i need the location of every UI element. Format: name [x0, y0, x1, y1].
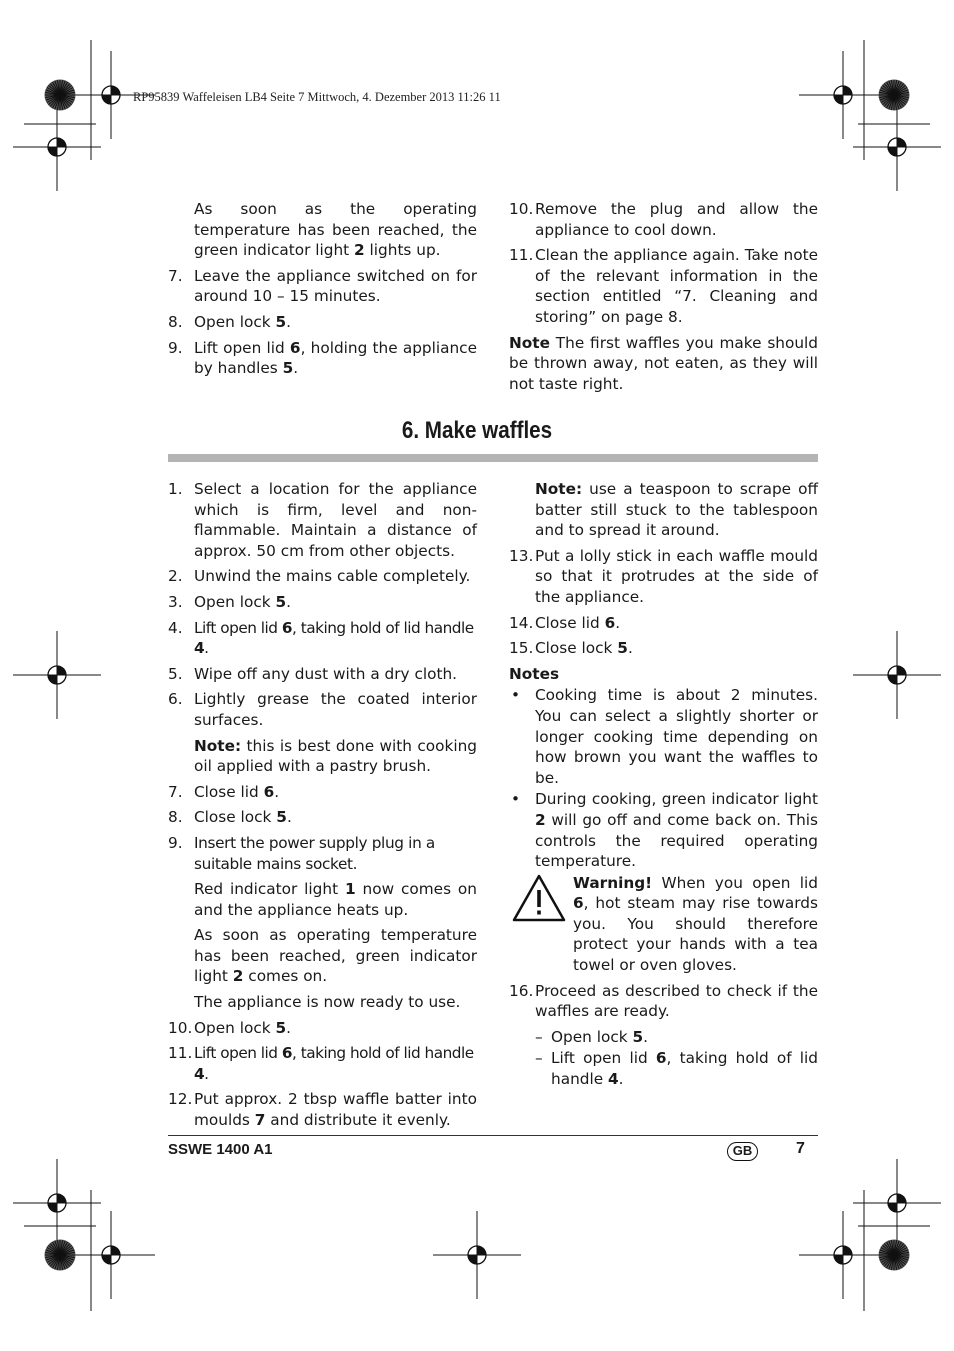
step-number: 5.	[168, 664, 183, 683]
step-number: 7.	[168, 782, 183, 801]
text: will go off and come back on. This controls the required operating temperature.	[535, 810, 818, 871]
note-label: Note:	[535, 480, 583, 498]
text: Leave the appliance switched on for around 10 – 15 minutes.	[194, 266, 477, 306]
text: As soon as the operating temperature has been reached, the green indicator light	[194, 200, 477, 260]
text: .	[615, 613, 621, 632]
ref-number: 2	[232, 967, 244, 986]
text: Open lock	[194, 592, 276, 611]
ref-number: 6	[281, 1044, 293, 1063]
section-divider	[168, 454, 818, 462]
ref-number: 4	[194, 1064, 205, 1083]
text: Lift open lid	[194, 338, 290, 357]
step-number: 1.	[168, 480, 183, 498]
ref-number: 4	[608, 1070, 619, 1089]
warning-triangle-icon	[511, 873, 567, 923]
step-6-note	[168, 736, 477, 777]
step-8	[168, 312, 477, 333]
text: During cooking, green indicator light	[535, 790, 818, 809]
step-16	[509, 981, 818, 1022]
text: Lift open lid	[194, 618, 282, 637]
text: this is best done with cooking oil applied with a pastry brush.	[194, 736, 477, 776]
step-7	[168, 782, 477, 803]
step-9-ready: The appliance is now ready to use.	[194, 993, 461, 1012]
crop-line	[858, 123, 930, 125]
text: Proceed as described to check if the waffles are ready.	[535, 981, 818, 1021]
text: .	[204, 639, 209, 658]
ref-number: 5	[275, 312, 287, 331]
footer-model: SSWE 1400 A1	[168, 1141, 273, 1158]
left-column	[168, 479, 477, 1131]
notes-heading	[509, 664, 818, 685]
step-16-dash-1	[509, 1027, 818, 1048]
heading-text: Notes	[509, 664, 560, 683]
step-number: 11.	[509, 246, 534, 265]
crop-line	[90, 1190, 92, 1311]
notes-bullet-1	[509, 685, 818, 788]
text: Put approx. 2 tbsp waffle batter into moulds	[194, 1090, 477, 1130]
text: Close lock	[194, 808, 277, 827]
top-left-column	[168, 199, 477, 379]
ref-number: 6	[263, 782, 275, 801]
ref-number: 4	[194, 639, 205, 658]
step-11	[168, 1043, 477, 1084]
text: .	[293, 359, 299, 378]
text: .	[286, 312, 291, 331]
crop-line	[90, 40, 92, 160]
step-number: 2.	[168, 567, 183, 586]
crop-line	[24, 1225, 96, 1227]
text: , hot steam may rise towards you. You should therefore protect your hands with a tea towel or oven gloves.	[573, 894, 818, 975]
crop-line	[24, 123, 96, 125]
step-9-green-light	[168, 925, 477, 987]
text: .	[643, 1027, 648, 1046]
step-number: 10.	[168, 1018, 193, 1037]
step-10	[168, 1018, 477, 1039]
text: Wipe off any dust with a dry cloth.	[194, 664, 458, 683]
text: Insert the power supply plug in a suitable mains socket.	[194, 833, 435, 873]
step-4	[168, 618, 477, 659]
note-label: Note	[509, 333, 550, 352]
step-number: 16.	[509, 981, 534, 1000]
ref-number: 5	[617, 639, 628, 658]
step-number: 14.	[509, 613, 534, 632]
crosshair-mark-icon	[13, 631, 101, 719]
warning-label: Warning!	[573, 873, 653, 892]
step-14	[509, 613, 818, 634]
crosshair-mark-icon	[433, 1211, 521, 1299]
text: Close lid	[535, 613, 605, 632]
language-badge: GB	[727, 1142, 758, 1161]
step-number: 12.	[168, 1090, 193, 1109]
text: The first waffles you make should be thrown away, not eaten, as they will not taste right.	[509, 333, 818, 393]
text: As soon as operating temperature has been reached, green indicator light	[194, 926, 477, 986]
step-10	[509, 199, 818, 240]
intro-paragraph	[168, 199, 477, 261]
ref-number: 6	[289, 338, 301, 357]
text: , taking hold of lid handle	[292, 618, 474, 637]
step-number: 8.	[168, 808, 183, 827]
ref-number: 5	[275, 1018, 287, 1037]
ref-number: 6	[573, 894, 584, 913]
top-right-column	[509, 199, 818, 394]
crosshair-mark-icon	[853, 103, 941, 191]
ref-number: 2	[535, 810, 546, 829]
dash-icon: –	[535, 1049, 543, 1068]
text: .	[286, 592, 291, 611]
step-number: 10.	[509, 200, 534, 218]
step-2	[168, 566, 477, 587]
bullet-icon: •	[511, 790, 521, 809]
ref-number: 7	[254, 1111, 266, 1130]
ref-number: 5	[632, 1027, 644, 1046]
text: Lightly grease the coated interior surfaces.	[194, 690, 477, 729]
step-8	[168, 807, 477, 828]
ref-number: 6	[655, 1049, 667, 1068]
step-6	[168, 689, 477, 730]
dash-icon: –	[535, 1027, 543, 1046]
step-number: 7.	[168, 266, 183, 285]
note-label: Note:	[194, 736, 242, 755]
crop-line	[858, 1225, 930, 1227]
crosshair-mark-icon	[853, 1159, 941, 1247]
crop-line	[863, 1190, 865, 1311]
step-5	[168, 664, 477, 685]
step-12-note	[509, 479, 818, 541]
text: Put a lolly stick in each waffle mould so that it protrudes at the side of the appliance.	[535, 546, 818, 606]
text: now comes on and the appliance heats up.	[194, 880, 477, 919]
text: Lift open lid	[194, 1044, 282, 1063]
text: Close lock	[535, 639, 618, 658]
step-9-red-light	[168, 879, 477, 920]
text: , taking hold of lid handle	[551, 1049, 819, 1089]
step-3	[168, 592, 477, 613]
crop-line	[863, 40, 865, 160]
color-bar-starburst-icon	[44, 79, 76, 111]
step-13	[509, 546, 818, 608]
step-number: 8.	[168, 312, 183, 331]
crosshair-mark-icon	[853, 631, 941, 719]
text: Unwind the mains cable completely.	[194, 567, 471, 586]
step-number: 6.	[168, 690, 183, 709]
text: Open lock	[194, 1018, 276, 1037]
print-header: RP95839 Waffeleisen LB4 Seite 7 Mittwoch, 4. Dezember 2013 11:26 11	[133, 90, 501, 104]
text: Cooking time is about 2 minutes. You can select a slightly shorter or longer cooking time depending on how brown you want the waffles to be.	[535, 686, 818, 787]
footer-divider	[168, 1135, 818, 1136]
text: and distribute it evenly.	[265, 1111, 451, 1130]
text: , taking hold of lid handle	[292, 1044, 474, 1063]
text: Remove the plug and allow the appliance to cool down.	[535, 200, 818, 239]
color-bar-starburst-icon	[878, 1239, 910, 1271]
text: Red indicator light	[194, 880, 345, 899]
text: Open lock	[551, 1027, 633, 1046]
text: , holding the appliance by handles	[194, 338, 478, 378]
step-number: 4.	[168, 618, 183, 637]
step-11	[509, 245, 818, 327]
step-16-dash-2	[509, 1048, 818, 1089]
ref-number: 2	[354, 241, 365, 260]
step-number: 3.	[168, 592, 183, 611]
text: .	[286, 808, 292, 827]
text: Open lock	[194, 312, 276, 331]
step-number: 9.	[168, 338, 183, 357]
warning-text	[573, 873, 818, 976]
text: lights up.	[364, 241, 441, 260]
step-7	[168, 266, 477, 307]
section-title: 6. Make waffles	[401, 417, 553, 444]
ref-number: 5	[276, 808, 287, 827]
step-1	[168, 479, 477, 561]
right-column	[509, 479, 818, 1090]
text: Lift open lid	[551, 1049, 656, 1068]
color-bar-starburst-icon	[44, 1239, 76, 1271]
color-bar-starburst-icon	[878, 79, 910, 111]
ref-number: 5	[275, 592, 287, 611]
text: When you open lid	[652, 873, 818, 892]
ref-number: 5	[282, 359, 294, 378]
step-9	[168, 833, 477, 874]
crosshair-mark-icon	[13, 1159, 101, 1247]
step-9	[168, 338, 477, 379]
text: .	[286, 1018, 291, 1037]
step-number: 9.	[168, 833, 183, 852]
step-15	[509, 638, 818, 659]
text: Select a location for the appliance which is firm, level and non-flammable. Maintain a distance of approx. 50 cm from other objects.	[194, 480, 477, 560]
first-waffles-note	[509, 333, 818, 395]
warning-block	[509, 873, 818, 976]
bullet-icon: •	[511, 686, 521, 705]
step-number: 15.	[509, 639, 534, 658]
text: .	[204, 1064, 209, 1083]
ref-number: 6	[604, 613, 616, 632]
text: comes on.	[243, 967, 328, 986]
text: .	[274, 782, 280, 801]
text: Close lid	[194, 782, 264, 801]
step-number: 13.	[509, 546, 534, 565]
ref-number: 1	[344, 880, 356, 899]
text: .	[618, 1070, 624, 1089]
notes-bullet-2	[509, 789, 818, 871]
step-12	[168, 1089, 477, 1130]
ref-number: 6	[281, 618, 293, 637]
crosshair-mark-icon	[13, 103, 101, 191]
text: .	[627, 639, 633, 658]
step-number: 11.	[168, 1044, 193, 1063]
page-number: 7	[796, 1140, 805, 1157]
text: Clean the appliance again. Take note of the relevant information in the section entitled “7. Cleaning and storing” on page 8.	[535, 246, 818, 326]
text: use a teaspoon to scrape off batter still stuck to the tablespoon and to spread it around.	[535, 480, 818, 540]
